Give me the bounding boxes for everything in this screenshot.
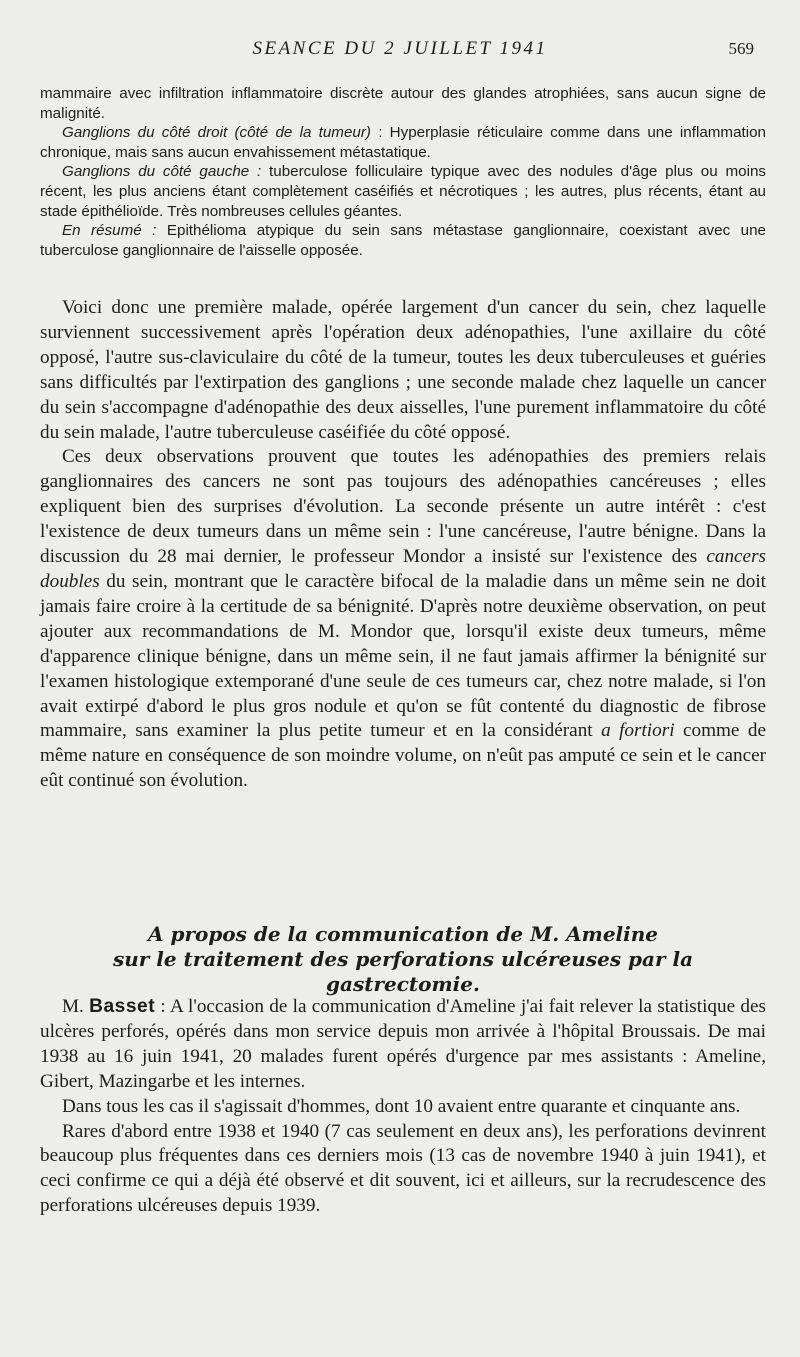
paragraph: Ganglions du côté droit (côté de la tumeur) : Hyperplasie réticulaire comme dans une inflammation chronique, mais sans aucun envahissement métastatique. xyxy=(40,124,767,161)
speaker-name: Basset xyxy=(89,996,156,1017)
running-title: SEANCE DU 2 JUILLET 1941 xyxy=(252,38,548,59)
paragraph-label: En résumé : xyxy=(62,222,157,240)
pathology-report xyxy=(40,84,766,260)
paragraph: En résumé : Epithélioma atypique du sein sans métastase ganglionnaire, coexistant avec une tuberculose ganglionnaire de l'aisselle opposée. xyxy=(40,222,766,259)
main-text xyxy=(40,296,766,794)
paragraph: Ganglions du côté gauche : tuberculose folliculaire typique avec des nodules d'âge plus ou moins récent, les plus anciens étant complètement caséifiés et nécrotiques ; les autres, plus récents, étant au stade épithélioïde. Très nombreuses cellules géantes. xyxy=(40,163,767,220)
paragraph: M. Basset : A l'occasion de la communication d'Ameline j'ai fait relever la statistique des ulcères perforés, opérés dans mon service depuis mon arrivée à l'hôpital Broussais. De mai 1938 au 16 juin 1941, 20 malades furent opérés d'urgence par mes assistants : Ameline, Gibert, Mazingarbe et les internes. xyxy=(40,996,766,1092)
page-number: 569 xyxy=(728,39,754,58)
paragraph-label: Ganglions du côté gauche : xyxy=(62,163,262,181)
paragraph: mammaire avec infiltration inflammatoire discrète autour des glandes atrophiées, sans aucun signe de malignité. xyxy=(40,85,766,122)
section-heading xyxy=(40,922,766,997)
paragraph: Rares d'abord entre 1938 et 1940 (7 cas seulement en deux ans), les perforations devinrent beaucoup plus fréquentes dans ces derniers mois (13 cas de novembre 1940 à juin 1941), et ceci confirme ce qui a déjà été observé et dit souvent, ici et ailleurs, sur la recrudescence des perforations ulcéreuses depuis 1939. xyxy=(40,1120,766,1217)
heading-line: A propos de la communication de M. Ameline xyxy=(147,922,659,946)
paragraph: Ces deux observations prouvent que toutes les adénopathies des premiers relais ganglionnaires des cancers ne sont pas toujours des adénopathies cancéreuses ; elles expliquent bien des surprises d'évolution. La seconde présente un autre intérêt : c'est l'existence de deux tumeurs dans un même sein : l'une cancéreuse, l'autre bénigne. Dans la discussion du 28 mai dernier, le professeur Mondor a insisté sur l'existence des cancers doubles du sein, montrant que le caractère bifocal de la maladie dans un même sein ne doit jamais faire croire à la certitude de sa bénignité. D'après notre deuxième observation, on peut ajouter aux recommandations de M. Mondor que, lorsqu'il existe deux tumeurs, même d'apparence clinique bénigne, dans un même sein, il ne faut jamais affirmer la bénignité sur l'examen histologique extemporané d'une seule de ces tumeurs car, chez notre malade, si l'on avait extirpé d'abord le plus gros nodule et qu'on se fût contenté du diagnostic de fibrose mammaire, sans examiner la plus petite tumeur et en la considérant a fortiori comme de même nature en conséquence de son moindre volume, on n'eût pas amputé ce sein et le cancer eût continué son évolution. xyxy=(40,446,766,792)
paragraph: Dans tous les cas il s'agissait d'hommes, dont 10 avaient entre quarante et cinquante ans. xyxy=(62,1095,741,1117)
heading-line: sur le traitement des perforations ulcéreuses par la gastrectomie. xyxy=(112,947,694,996)
paragraph: Voici donc une première malade, opérée largement d'un cancer du sein, chez laquelle surviennent successivement après l'opération deux adénopathies, l'une axillaire du côté opposé, l'autre sus-claviculaire du côté de la tumeur, toutes les deux tuberculeuses et guéries sans difficultés par l'extirpation des ganglions ; une seconde malade chez laquelle un cancer du sein s'accompagne d'adénopathie des deux aisselles, l'une purement inflammatoire du côté du sein malade, l'autre tuberculeuse caséifiée du côté opposé. xyxy=(40,297,766,443)
paragraph-label: Ganglions du côté droit (côté de la tumeur) xyxy=(62,124,371,142)
running-header xyxy=(40,38,760,62)
discussion-text xyxy=(40,995,766,1219)
